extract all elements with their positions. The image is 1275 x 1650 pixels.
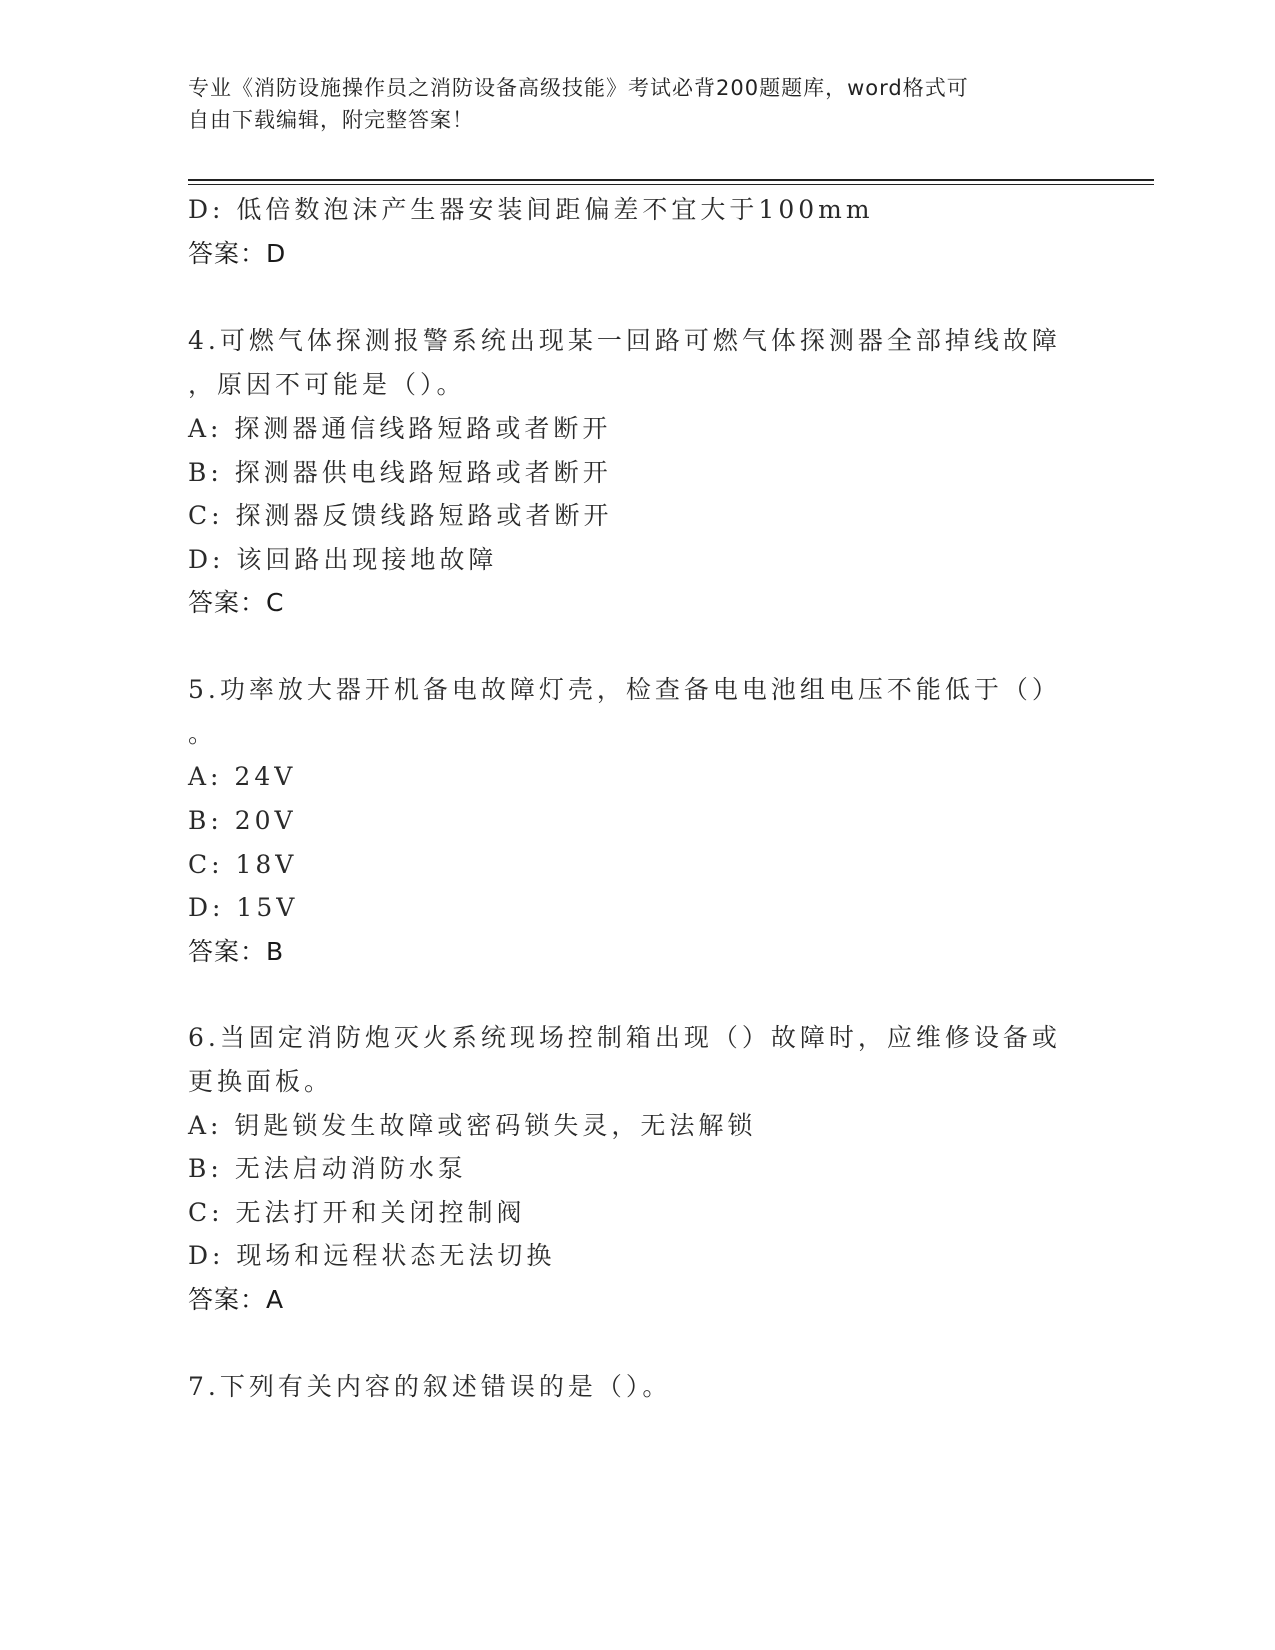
- q5-answer: 答案：B: [188, 937, 285, 966]
- q4-stem-line-1: 4.可燃气体探测报警系统出现某一回路可燃气体探测器全部掉线故障: [188, 326, 1061, 355]
- q5-stem-line-1: 5.功率放大器开机备电故障灯壳，检查备电电池组电压不能低于（）: [188, 675, 1061, 704]
- q6-option-a: A: 钥匙锁发生故障或密码锁失灵，无法解锁: [188, 1111, 757, 1140]
- q4-stem-line-2: ，原因不可能是（）。: [188, 370, 466, 399]
- q5-stem-line-2: 。: [188, 719, 218, 748]
- q6-stem-line-1: 6.当固定消防炮灭火系统现场控制箱出现（）故障时，应维修设备或: [188, 1023, 1061, 1052]
- q4-option-d: D: 该回路出现接地故障: [188, 545, 498, 574]
- q5-option-a: A: 24V: [188, 762, 297, 791]
- header-line-1: 专业《消防设施操作员之消防设备高级技能》考试必背200题题库，word格式可: [188, 76, 969, 100]
- q3-answer: 答案：D: [188, 239, 287, 268]
- header-divider-thick: [188, 179, 1154, 181]
- header-divider-thin: [188, 184, 1154, 185]
- header-line-2: 自由下载编辑，附完整答案！: [188, 108, 474, 132]
- q5-option-c: C: 18V: [188, 850, 298, 879]
- q4-option-c: C: 探测器反馈线路短路或者断开: [188, 501, 613, 530]
- q7-stem-line-1: 7.下列有关内容的叙述错误的是（）。: [188, 1372, 672, 1401]
- q6-option-c: C: 无法打开和关闭控制阀: [188, 1198, 526, 1227]
- q4-option-b: B: 探测器供电线路短路或者断开: [188, 458, 612, 487]
- q5-option-b: B: 20V: [188, 806, 297, 835]
- page-header: [188, 72, 1068, 136]
- q4-option-a: A: 探测器通信线路短路或者断开: [188, 414, 612, 443]
- q5-option-d: D: 15V: [188, 893, 299, 922]
- q3-option-d: D: 低倍数泡沫产生器安装间距偏差不宜大于100mm: [188, 195, 874, 224]
- q6-stem-line-2: 更换面板。: [188, 1067, 334, 1096]
- q6-option-d: D: 现场和远程状态无法切换: [188, 1241, 556, 1270]
- q4-answer: 答案：C: [188, 588, 285, 617]
- q6-option-b: B: 无法启动消防水泵: [188, 1154, 467, 1183]
- q6-answer: 答案：A: [188, 1285, 285, 1314]
